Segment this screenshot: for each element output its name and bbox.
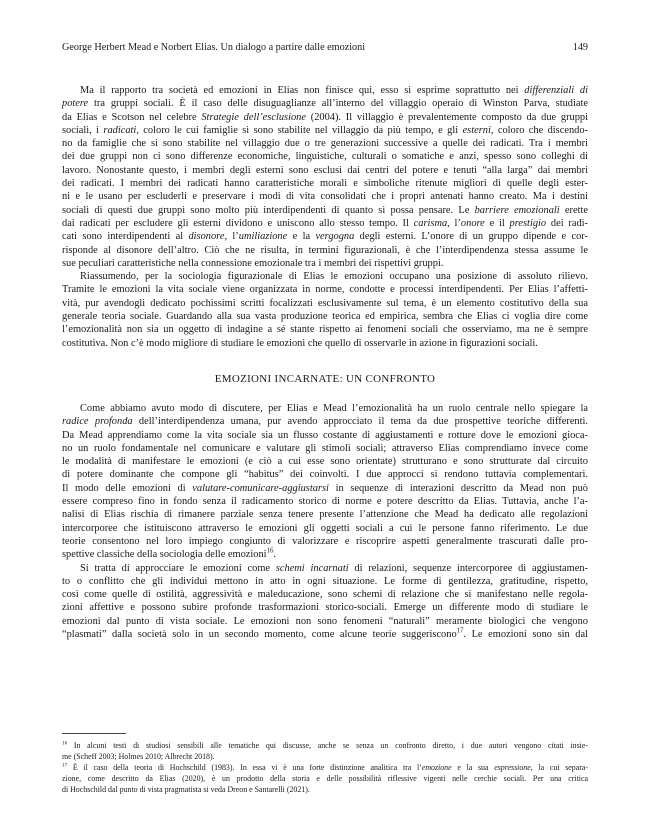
- text-line: nalisi di Elias rischia di rimanere parziale senza tenere presente l’attenzione che Mead ha dedicato alle regolazioni: [62, 509, 588, 521]
- text-line: cati sono interdipendenti al disonore, l’umiliazione e la vergogna degli esterni. L’onore di un gruppo dipende e cor-: [62, 231, 589, 243]
- footnote-line: me (Scheff 2003; Holmes 2010; Albrecht 2018).: [62, 752, 215, 761]
- text-line: così come quelle di ostilità, aggressività e maleducazione, sono schemi di relazione che si manifestano nelle regola-: [62, 589, 588, 601]
- text-line: generale teoria sociale. Guardando alla sua vasta produzione teorica ed empirica, sembra che Elias ci voglia dire come: [62, 311, 588, 323]
- text-line: ni e le usano per escluderli e preservare i modi di vita consolidati che i propri antenati hanno creato. Ma i destini: [62, 191, 588, 203]
- paragraph-schemi-incarnati: [62, 562, 588, 642]
- footnote-line: $^{16}$ In alcuni testi di studiosi sensibili alle tematiche qui discusse, anche se senza un confronto diretto, i due autori vengono citati insie-: [62, 740, 588, 750]
- text-line: dei radicati. I membri dei radicati hanno caratteristiche morali e simboliche ritenute migliori di quelle degli ester-: [62, 178, 588, 190]
- section-heading: EMOZIONI INCARNATE: UN CONFRONTO: [214, 372, 436, 385]
- text-line: spettive classiche della sociologia delle emozioni$^{16}$.: [62, 547, 276, 561]
- text-line: da Elias e Scotson nel celebre Strategie dell’esclusione (2004). Il villaggio è prevalentemente composto da due gruppi: [62, 111, 589, 123]
- paragraph-differenziali: [62, 84, 588, 270]
- text-line: le modalità di manifestare le emozioni (e ciò a cui esse sono orientate) strutturano e sono strutturate dal circuito: [62, 456, 588, 468]
- text-line: l’emozionalità non sia un oggetto di indagine a sé stante rispetto ai fenomeni sociali che osserviamo, ma ne è sempre: [62, 324, 588, 336]
- text-line: sociali, i radicati, coloro le cui famiglie si sono stabilite nel villaggio da più tempo, e gli esterni, coloro che discendo-: [62, 124, 588, 136]
- footnote-separator: [62, 733, 126, 734]
- text-line: Ma il rapporto tra società ed emozioni in Elias non finisce qui, esso si esprime soprattutto nei differenziali di: [80, 85, 588, 96]
- footnote-line: zione, come descritto da Elias (2020), è un prodotto della storia e delle possibilità riflessive vigenti nelle cerchie sociali. Per una critica: [62, 774, 588, 783]
- text-line: no da famiglie che si sono stabilite nel villaggio due o tre generazioni successive a quelle dei radicati. Tra i membri: [62, 138, 588, 150]
- spacer: [62, 350, 588, 366]
- text-line: Come abbiamo avuto modo di discutere, per Elias e Mead l’emozionalità ha un ruolo centrale nello spiegare la: [80, 402, 588, 414]
- text-line: to o conflitto che gli individui mettono in atto in ogni situazione. Le forme di gentilezza, gratitudine, rispetto,: [62, 575, 588, 587]
- text-line: risponde al disonore dell’altro. Ciò che ne risulta, in termini figurazionali, è che l’interdipendenza stessa assume le: [62, 244, 588, 256]
- page-number: 149: [572, 42, 588, 53]
- text-line: vità, pur avendogli dedicato pochissimi scritti focalizzati esclusivamente sul tema, è un elemento costitutivo della sua: [62, 297, 588, 309]
- text-line: radice profonda dell’interdipendenza umana, pur avendo approcciato il tema da due prospettive teoriche differenti.: [62, 416, 588, 428]
- text-line: dai radicati per escludere gli esterni dividono e uniscono allo stesso tempo. Il carisma, l’onore e il prestigio dei radi-: [62, 217, 588, 229]
- text-line: Il modo delle emozioni di valutare-comunicare-aggiustarsi in sequenze di interazioni descritto da Mead non può: [62, 482, 588, 494]
- text-line: zioni affettive e possono subire profonde trasformazioni storico-sociali. Emerge un differente modo di studiare le: [62, 602, 588, 614]
- text-line: Da Mead apprendiamo come la vita sociale sia un flusso costante di aggiustamenti e rotture dove le emozioni gioca-: [62, 429, 588, 441]
- text-line: sociali di questi due gruppi sono molto più interdipendenti di quanto si possa pensare. Le barriere emozionali erette: [62, 204, 588, 216]
- footnote-line: $^{17}$ È il caso della teoria di Hochschild (1983). In essa vi è una forte distinzione analitica tra l’emozione e la sua espressione, la cui separa-: [62, 762, 588, 772]
- text-line: Tramite le emozioni la vita sociale viene organizzata in norme, condotte e processi interdipendenti. Per Elias l’affetti-: [62, 284, 588, 296]
- paragraph-riassumendo: [62, 270, 588, 350]
- text-line: essere compreso fino in fondo senza il radicamento storico di norme e potere descritto da Elias. Tuttavia, anche l’a-: [62, 496, 588, 508]
- text-line: no un ruolo fondamentale nel comunicare e valutare gli stimoli sociali; attraverso Elias comprendiamo invece come: [62, 442, 588, 454]
- footnote-17: [62, 762, 588, 795]
- text-line: intercorporee che istituiscono attraverso le emozioni gli oggetti sociali a cui le persone fanno riferimento. Le due: [62, 522, 588, 534]
- text-line: emozioni dal punto di vista sociale. Le emozioni non sono fenomeni “naturali” meramente biologici che vengono: [62, 615, 588, 627]
- footnotes: [62, 740, 588, 795]
- text-line: “plasmati” dalla società solo in un secondo momento, come alcune teorie suggeriscono$^{17}$. Le emozioni sono sin dal: [62, 627, 588, 640]
- text-line: dei due gruppi non ci sono differenze economiche, linguistiche, culturali o somatiche e anzi, spesso sono colleghi di: [62, 151, 588, 163]
- running-header: [62, 42, 588, 56]
- text-line: di potere dominante che compone gli “habitus” dei coinvolti. I due approcci si rendono tuttavia complementari.: [62, 469, 588, 481]
- text-line: Si tratta di approcciare le emozioni come schemi incarnati di relazioni, sequenze intercorporee di aggiustamen-: [80, 562, 588, 574]
- text-line: sue peculiari caratteristiche nella connessione emozionale tra i membri dei rispettivi gruppi.: [62, 257, 444, 269]
- text-line: potere tra gruppi sociali. È il caso delle disuguaglianze all’interno del villaggio operaio di Winston Parva, studiate: [62, 98, 588, 110]
- text-line: teorie consentono nel loro impiego congiunto di valorizzare e riscoprire aspetti generalmente trascurati dalle pro-: [62, 535, 588, 547]
- footnote-line: di Hochschild dal punto di vista pragmatista si veda Dreon e Santarelli (2021).: [62, 785, 310, 794]
- text-line: lavoro. Nonostante questo, i membri degli esterni sono esclusi dai centri del potere e tenuti “alla larga” dai membri: [62, 164, 588, 176]
- spacer: [62, 392, 588, 402]
- main-text: [62, 84, 588, 641]
- text-line: Riassumendo, per la sociologia figurazionale di Elias le emozioni occupano una posizione di assoluto rilievo.: [80, 271, 588, 283]
- text-line: costitutiva. Non c’è modo migliore di studiare le emozioni che quello di osservarle in azione in figurazioni sociali.: [62, 337, 538, 349]
- running-title: George Herbert Mead e Norbert Elias. Un dialogo a partire dalle emozioni: [62, 42, 366, 53]
- footnote-16: [62, 740, 588, 762]
- paragraph-confronto: [62, 402, 588, 562]
